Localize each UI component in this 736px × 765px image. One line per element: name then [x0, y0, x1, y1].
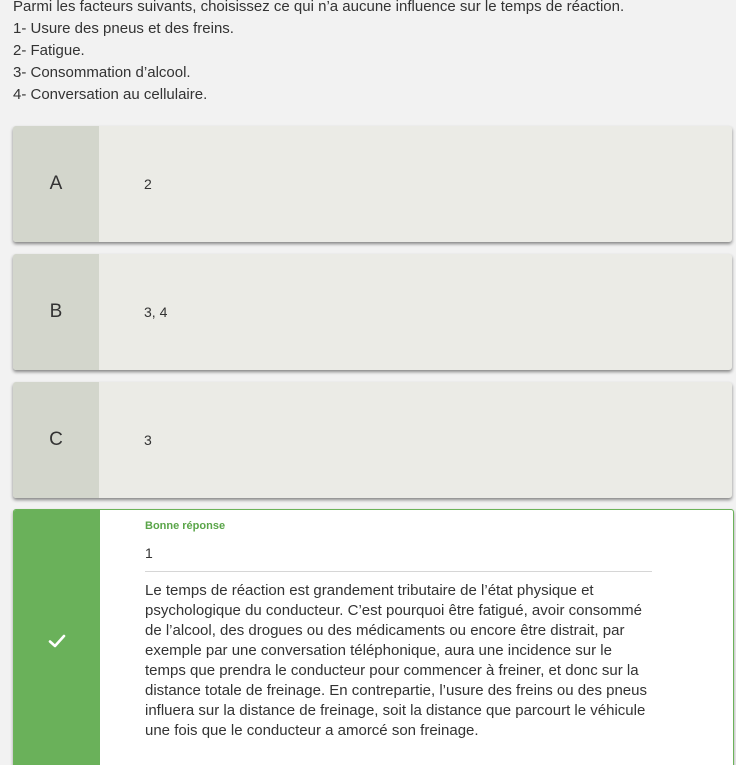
choice-letter: A	[13, 126, 99, 242]
choice-c[interactable]	[13, 382, 732, 498]
question-text: Parmi les facteurs suivants, choisissez ce qui n’a aucune influence sur le temps de réaction.	[13, 0, 625, 15]
choice-answer: 3	[144, 432, 152, 448]
correct-answer-value: 1	[145, 545, 153, 561]
choice-answer: 2	[144, 176, 152, 192]
question-item-4: 4- Conversation au cellulaire.	[13, 86, 208, 103]
choice-a[interactable]	[13, 126, 732, 242]
choice-b[interactable]	[13, 254, 732, 370]
correct-label: Bonne réponse	[145, 520, 226, 532]
question-item-3: 3- Consommation d’alcool.	[13, 64, 191, 81]
choice-letter: C	[13, 382, 99, 498]
correct-answer-card	[13, 509, 734, 765]
question-item-2: 2- Fatigue.	[13, 42, 85, 59]
explanation-text: Le temps de réaction est grandement tributaire de l’état physique et psychologique du conducteur. C’est pourquoi être fatigué, avoir consommé de l’alcool, des drogues ou des médicaments ou encore être distrait, par exemple par une conversation téléphonique, aura une incidence sur le temps que prendra le conducteur pour commencer à freiner, et donc sur la distance totale de freinage. En contrepartie, l’usure des freins ou des pneus influera sur la distance de freinage, soit la distance que parcourt le véhicule une fois que le conducteur a amorcé son freinage.	[145, 582, 647, 739]
correct-indicator	[14, 510, 100, 765]
question-block	[13, 0, 728, 106]
divider	[145, 571, 652, 572]
choice-letter: B	[13, 254, 99, 370]
choice-answer: 3, 4	[144, 304, 168, 320]
checkmark-icon	[47, 631, 67, 651]
question-item-1: 1- Usure des pneus et des freins.	[13, 20, 234, 37]
